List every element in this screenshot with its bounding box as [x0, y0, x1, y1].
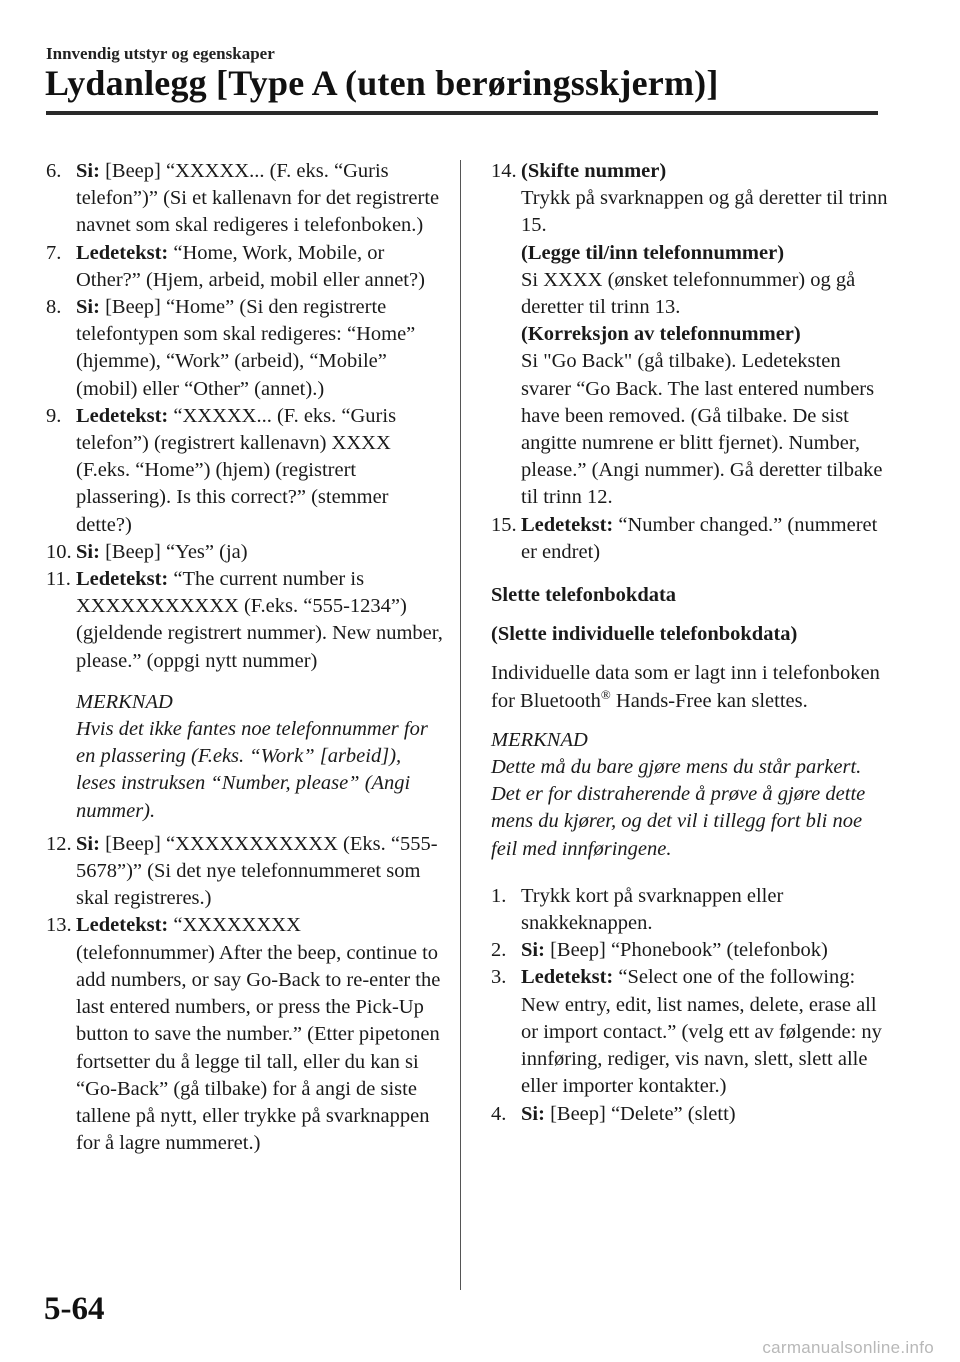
step-label: Ledetekst: — [76, 914, 169, 937]
step-label: Ledetekst: — [76, 404, 169, 427]
step-text: “Select one of the following: New entry, edit, list names, delete, erase all or import contact.” (velg ett av følgende: ny innføring, rediger, vis navn, slett, slett alle eller importer kontakter.) — [521, 966, 882, 1098]
step-number: 13. — [46, 914, 72, 937]
step-number: 15. — [491, 513, 517, 536]
step-label: Ledetekst: — [76, 241, 169, 264]
step-number: 10. — [46, 540, 72, 563]
sub-heading: (Korreksjon av telefonnummer) — [521, 323, 801, 346]
step-number: 4. — [491, 1102, 507, 1125]
note-heading: MERKNAD — [76, 690, 173, 713]
step-label: Ledetekst: — [521, 513, 614, 536]
step-10 — [46, 539, 444, 566]
step-7 — [46, 240, 444, 294]
step-text: Trykk kort på svarknappen eller snakkeknappen. — [521, 884, 784, 935]
delete-step-3 — [491, 964, 891, 1100]
step-label: Si: — [76, 160, 100, 182]
section-label: Innvendig utstyr og egenskaper — [46, 44, 275, 63]
sub-text: Si "Go Back" (gå tilbake). Ledeteksten svarer “Go Back. The last entered numbers have been removed. (Gå tilbake. De sist angitte numrene er blitt fjernet). Number, please.” (Angi nummer). Gå deretter tilbake til trinn 12. — [521, 350, 883, 509]
step-text: [Beep] “XXXXXXXXXXX (Eks. “555-5678”)” (Si det nye telefonnummeret som skal registreres.) — [76, 832, 438, 910]
step-number: 2. — [491, 939, 507, 962]
step-label: Si: — [521, 1102, 545, 1125]
delete-step-1 — [491, 883, 891, 937]
step-text: [Beep] “XXXXX... (F. eks. “Guris telefon”)” (Si et kallenavn for det registrerte navnet som skal redigeres i telefonboken.) — [76, 160, 440, 237]
watermark: carmanualsonline.info — [762, 1338, 934, 1357]
sub-text: Si XXXX (ønsket telefonnummer) og gå deretter til trinn 13. — [521, 268, 856, 319]
section-heading: Slette telefonbokdata — [491, 584, 677, 607]
step-label: Si: — [76, 832, 100, 855]
step-6 — [46, 158, 444, 240]
page-title: Lydanlegg [Type A (uten berøringsskjerm)] — [45, 63, 719, 103]
note-text: Hvis det ikke fantes noe telefonnummer for en plassering (F.eks. “Work” [arbeid]), leses instruksen “Number, please” (Angi nummer). — [76, 718, 428, 822]
step-text: “Number changed.” (nummeret er endret) — [521, 513, 878, 563]
step-number: 3. — [491, 966, 507, 989]
step-number: 14. — [491, 160, 517, 182]
step-text: [Beep] “Home” (Si den registrerte telefontypen som skal redigeres: “Home” (hjemme), “Work” (arbeid), “Mobile” (mobil) eller “Other” (annet).) — [76, 296, 416, 400]
step-11 — [46, 566, 444, 675]
step-8 — [46, 294, 444, 403]
step-13 — [46, 912, 444, 1157]
step-14 — [491, 158, 891, 512]
sub-heading: (Skifte nummer) — [521, 160, 667, 182]
intro-paragraph: Individuelle data som er lagt inn i telefonboken for Bluetooth® Hands-Free kan slettes. — [491, 662, 880, 712]
delete-step-2 — [491, 937, 891, 964]
step-text: “The current number is XXXXXXXXXXX (F.eks. “555-1234”) (gjeldende registrert nummer). New number, please.” (oppgi nytt nummer) — [76, 568, 443, 672]
step-label: Si: — [76, 296, 100, 319]
step-text: [Beep] “Delete” (slett) — [550, 1102, 736, 1125]
step-text: “Home, Work, Mobile, or Other?” (Hjem, arbeid, mobil eller annet?) — [76, 241, 425, 291]
left-column — [46, 158, 444, 1157]
sub-heading: (Legge til/inn telefonnummer) — [521, 241, 785, 264]
step-label: Si: — [76, 540, 100, 563]
step-text: [Beep] “Phonebook” (telefonbok) — [550, 939, 828, 962]
step-label: Ledetekst: — [521, 966, 614, 989]
column-divider — [460, 160, 461, 1290]
step-text: [Beep] “Yes” (ja) — [105, 540, 248, 563]
step-number: 9. — [46, 404, 62, 427]
registered-mark: ® — [600, 686, 611, 702]
step-number: 8. — [46, 296, 62, 319]
step-number: 12. — [46, 832, 72, 855]
step-label: Si: — [521, 939, 545, 962]
step-number: 11. — [46, 568, 71, 591]
step-number: 7. — [46, 241, 62, 264]
note-heading: MERKNAD — [491, 728, 588, 751]
step-label: Ledetekst: — [76, 568, 169, 591]
delete-step-4 — [491, 1101, 891, 1128]
title-rule — [46, 111, 878, 115]
step-9 — [46, 403, 444, 539]
step-number: 6. — [46, 160, 62, 182]
step-12 — [46, 831, 444, 913]
page-number: 5-64 — [44, 1291, 105, 1327]
step-text: “XXXXXXXX (telefonnummer) After the beep, continue to add numbers, or say Go-Back to re-enter the last entered numbers, or press the Pick-Up button to save the number.” (Etter pipetonen fortsetter du å legge til tall, eller du kan si “Go-Back” (gå tilbake) for å angi de siste tallene på nytt, eller trykke på svarknappen for å lagre nummeret.) — [76, 914, 441, 1155]
sub-text: Trykk på svarknappen og gå deretter til trinn 15. — [521, 187, 888, 237]
step-number: 1. — [491, 884, 507, 907]
step-15 — [491, 512, 891, 566]
step-text: “XXXXX... (F. eks. “Guris telefon”) (registrert kallenavn) XXXX (F.eks. “Home”) (hjem) (registrert plassering). Is this correct?” (stemmer dette?) — [76, 404, 397, 536]
right-column — [491, 158, 891, 1128]
note-text: Dette må du bare gjøre mens du står parkert. Det er for distraherende å prøve å gjøre dette mens du kjører, og det vil i tillegg fort bli noe feil med innføringene. — [491, 756, 866, 860]
subsection-heading: (Slette individuelle telefonbokdata) — [491, 623, 798, 646]
